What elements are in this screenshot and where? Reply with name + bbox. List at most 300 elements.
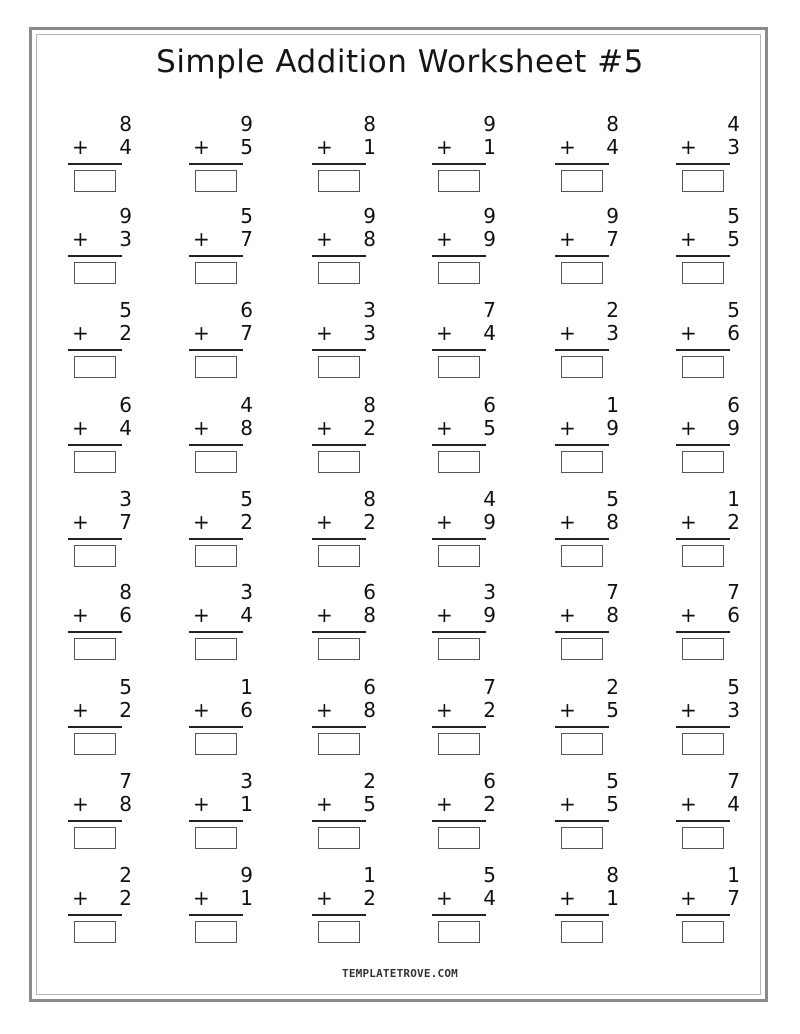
answer-box[interactable] [74, 170, 116, 192]
answer-box[interactable] [438, 638, 480, 660]
addend-bottom: 2 [727, 510, 740, 534]
addend-top: 5 [727, 675, 740, 699]
sum-line [432, 914, 486, 916]
answer-box[interactable] [438, 921, 480, 943]
addend-bottom: 3 [727, 135, 740, 159]
addition-problem [316, 394, 388, 474]
sum-line [555, 820, 609, 822]
addition-problem [680, 488, 752, 568]
addend-top: 2 [363, 769, 376, 793]
plus-sign: + [559, 416, 576, 440]
sum-line [432, 349, 486, 351]
addend-top: 2 [119, 863, 132, 887]
addend-top: 1 [727, 863, 740, 887]
addition-problem [680, 581, 752, 661]
sum-line [555, 349, 609, 351]
plus-sign: + [680, 416, 697, 440]
plus-sign: + [436, 792, 453, 816]
plus-sign: + [72, 227, 89, 251]
addend-bottom: 1 [606, 886, 619, 910]
addend-bottom: 2 [240, 510, 253, 534]
addend-top: 7 [119, 769, 132, 793]
plus-sign: + [193, 510, 210, 534]
answer-box[interactable] [438, 262, 480, 284]
addition-problem [680, 676, 752, 756]
answer-box[interactable] [438, 451, 480, 473]
addend-bottom: 3 [727, 698, 740, 722]
sum-line [555, 631, 609, 633]
addition-problem [316, 770, 388, 850]
addend-bottom: 1 [240, 886, 253, 910]
addend-top: 8 [363, 112, 376, 136]
answer-box[interactable] [74, 638, 116, 660]
addend-bottom: 6 [727, 603, 740, 627]
addend-bottom: 7 [606, 227, 619, 251]
plus-sign: + [72, 321, 89, 345]
addend-top: 9 [119, 204, 132, 228]
addend-top: 5 [606, 769, 619, 793]
addend-bottom: 2 [363, 416, 376, 440]
addition-problem [193, 676, 265, 756]
addend-top: 7 [483, 298, 496, 322]
answer-box[interactable] [74, 356, 116, 378]
plus-sign: + [72, 603, 89, 627]
addition-problem [436, 488, 508, 568]
addend-bottom: 1 [240, 792, 253, 816]
answer-box[interactable] [682, 262, 724, 284]
addition-problem [436, 113, 508, 193]
addend-bottom: 4 [727, 792, 740, 816]
addend-top: 6 [363, 675, 376, 699]
addend-top: 5 [727, 204, 740, 228]
addend-top: 6 [363, 580, 376, 604]
addend-bottom: 8 [240, 416, 253, 440]
answer-box[interactable] [438, 827, 480, 849]
plus-sign: + [680, 510, 697, 534]
addend-top: 3 [240, 580, 253, 604]
addend-bottom: 8 [363, 603, 376, 627]
sum-line [189, 538, 243, 540]
addend-bottom: 9 [483, 227, 496, 251]
sum-line [189, 444, 243, 446]
addend-top: 9 [240, 112, 253, 136]
sum-line [68, 914, 122, 916]
sum-line [432, 255, 486, 257]
addition-problem [72, 581, 144, 661]
addend-bottom: 4 [240, 603, 253, 627]
sum-line [312, 255, 366, 257]
addition-problem [559, 205, 631, 285]
plus-sign: + [316, 792, 333, 816]
answer-box[interactable] [438, 733, 480, 755]
answer-box[interactable] [561, 356, 603, 378]
answer-box[interactable] [318, 827, 360, 849]
plus-sign: + [559, 227, 576, 251]
plus-sign: + [316, 416, 333, 440]
answer-box[interactable] [682, 356, 724, 378]
sum-line [189, 820, 243, 822]
sum-line [68, 349, 122, 351]
answer-box[interactable] [318, 921, 360, 943]
addend-bottom: 2 [119, 321, 132, 345]
sum-line [555, 538, 609, 540]
plus-sign: + [680, 886, 697, 910]
answer-box[interactable] [318, 545, 360, 567]
addend-top: 9 [240, 863, 253, 887]
plus-sign: + [436, 135, 453, 159]
sum-line [432, 444, 486, 446]
addition-problem [193, 864, 265, 944]
addend-bottom: 4 [483, 886, 496, 910]
addition-problem [436, 299, 508, 379]
sum-line [68, 444, 122, 446]
addend-top: 9 [363, 204, 376, 228]
addend-top: 6 [483, 769, 496, 793]
sum-line [432, 726, 486, 728]
addition-problem [680, 113, 752, 193]
addend-top: 6 [483, 393, 496, 417]
addition-problem [680, 770, 752, 850]
sum-line [68, 726, 122, 728]
addend-bottom: 6 [727, 321, 740, 345]
answer-box[interactable] [561, 827, 603, 849]
addend-bottom: 2 [483, 698, 496, 722]
addition-problem [436, 676, 508, 756]
addend-top: 4 [727, 112, 740, 136]
footer-brand: TEMPLATETROVE.COM [342, 967, 458, 980]
addition-problem [680, 205, 752, 285]
plus-sign: + [559, 321, 576, 345]
addend-top: 6 [240, 298, 253, 322]
plus-sign: + [316, 510, 333, 534]
answer-box[interactable] [74, 921, 116, 943]
addend-bottom: 4 [119, 135, 132, 159]
answer-box[interactable] [682, 827, 724, 849]
addend-bottom: 2 [363, 886, 376, 910]
addend-bottom: 9 [483, 510, 496, 534]
addend-bottom: 5 [606, 698, 619, 722]
sum-line [432, 538, 486, 540]
addition-problem [680, 394, 752, 474]
plus-sign: + [193, 416, 210, 440]
plus-sign: + [559, 510, 576, 534]
sum-line [68, 820, 122, 822]
addend-top: 1 [240, 675, 253, 699]
addend-top: 7 [727, 769, 740, 793]
addition-problem [316, 864, 388, 944]
plus-sign: + [680, 698, 697, 722]
addend-top: 5 [240, 487, 253, 511]
addition-problem [193, 581, 265, 661]
addend-bottom: 7 [119, 510, 132, 534]
answer-box[interactable] [561, 638, 603, 660]
answer-box[interactable] [195, 921, 237, 943]
plus-sign: + [72, 510, 89, 534]
addend-top: 1 [727, 487, 740, 511]
addition-problem [72, 299, 144, 379]
answer-box[interactable] [318, 356, 360, 378]
plus-sign: + [436, 886, 453, 910]
addend-top: 5 [119, 298, 132, 322]
addend-bottom: 7 [727, 886, 740, 910]
plus-sign: + [193, 698, 210, 722]
answer-box[interactable] [438, 356, 480, 378]
addend-top: 3 [119, 487, 132, 511]
plus-sign: + [193, 135, 210, 159]
sum-line [189, 631, 243, 633]
addition-problem [72, 864, 144, 944]
answer-box[interactable] [195, 451, 237, 473]
answer-box[interactable] [682, 545, 724, 567]
plus-sign: + [316, 135, 333, 159]
addend-bottom: 5 [606, 792, 619, 816]
sum-line [555, 255, 609, 257]
addend-top: 9 [483, 204, 496, 228]
answer-box[interactable] [682, 451, 724, 473]
sum-line [676, 255, 730, 257]
addition-problem [680, 299, 752, 379]
answer-box[interactable] [318, 170, 360, 192]
addend-bottom: 6 [240, 698, 253, 722]
addition-problem [680, 864, 752, 944]
addend-top: 7 [483, 675, 496, 699]
answer-box[interactable] [561, 451, 603, 473]
plus-sign: + [316, 603, 333, 627]
plus-sign: + [559, 698, 576, 722]
plus-sign: + [680, 792, 697, 816]
answer-box[interactable] [682, 733, 724, 755]
plus-sign: + [193, 227, 210, 251]
addition-problem [436, 770, 508, 850]
sum-line [312, 538, 366, 540]
plus-sign: + [680, 603, 697, 627]
addend-bottom: 4 [483, 321, 496, 345]
addition-problem [559, 581, 631, 661]
addition-problem [559, 770, 631, 850]
addition-problem [72, 770, 144, 850]
addition-problem [72, 488, 144, 568]
addition-problem [316, 581, 388, 661]
sum-line [555, 726, 609, 728]
plus-sign: + [72, 698, 89, 722]
addition-problem [316, 113, 388, 193]
plus-sign: + [436, 603, 453, 627]
worksheet-title: Simple Addition Worksheet #5 [156, 44, 644, 80]
plus-sign: + [72, 135, 89, 159]
addition-problem [316, 205, 388, 285]
answer-box[interactable] [74, 545, 116, 567]
addend-bottom: 8 [363, 698, 376, 722]
sum-line [676, 538, 730, 540]
plus-sign: + [680, 227, 697, 251]
answer-box[interactable] [438, 545, 480, 567]
addition-problem [559, 488, 631, 568]
answer-box[interactable] [318, 262, 360, 284]
addition-problem [559, 299, 631, 379]
answer-box[interactable] [195, 545, 237, 567]
addend-top: 5 [727, 298, 740, 322]
sum-line [189, 914, 243, 916]
sum-line [676, 820, 730, 822]
addend-bottom: 5 [727, 227, 740, 251]
sum-line [189, 255, 243, 257]
answer-box[interactable] [682, 921, 724, 943]
answer-box[interactable] [561, 921, 603, 943]
addition-problem [316, 299, 388, 379]
plus-sign: + [436, 227, 453, 251]
addend-bottom: 9 [483, 603, 496, 627]
plus-sign: + [559, 886, 576, 910]
addition-problem [193, 299, 265, 379]
addend-top: 4 [240, 393, 253, 417]
addend-top: 2 [606, 675, 619, 699]
sum-line [189, 726, 243, 728]
plus-sign: + [193, 792, 210, 816]
sum-line [312, 444, 366, 446]
addend-bottom: 5 [483, 416, 496, 440]
addition-problem [316, 676, 388, 756]
sum-line [432, 631, 486, 633]
plus-sign: + [316, 886, 333, 910]
sum-line [676, 349, 730, 351]
sum-line [312, 631, 366, 633]
answer-box[interactable] [318, 451, 360, 473]
addend-top: 5 [483, 863, 496, 887]
plus-sign: + [559, 135, 576, 159]
answer-box[interactable] [561, 262, 603, 284]
answer-box[interactable] [318, 638, 360, 660]
addend-bottom: 5 [240, 135, 253, 159]
addend-bottom: 8 [363, 227, 376, 251]
addition-problem [193, 770, 265, 850]
plus-sign: + [316, 227, 333, 251]
addend-top: 3 [240, 769, 253, 793]
answer-box[interactable] [318, 733, 360, 755]
addend-bottom: 2 [119, 886, 132, 910]
addend-top: 1 [363, 863, 376, 887]
plus-sign: + [193, 886, 210, 910]
answer-box[interactable] [561, 733, 603, 755]
sum-line [68, 631, 122, 633]
sum-line [312, 349, 366, 351]
addend-bottom: 8 [606, 603, 619, 627]
addend-bottom: 4 [119, 416, 132, 440]
answer-box[interactable] [561, 545, 603, 567]
plus-sign: + [680, 321, 697, 345]
sum-line [432, 163, 486, 165]
addend-top: 8 [363, 393, 376, 417]
answer-box[interactable] [74, 451, 116, 473]
sum-line [189, 349, 243, 351]
addend-top: 8 [606, 863, 619, 887]
addend-top: 9 [483, 112, 496, 136]
answer-box[interactable] [682, 170, 724, 192]
addition-problem [72, 676, 144, 756]
addition-problem [193, 113, 265, 193]
addend-top: 2 [606, 298, 619, 322]
plus-sign: + [72, 416, 89, 440]
addend-top: 3 [483, 580, 496, 604]
sum-line [676, 914, 730, 916]
addend-bottom: 3 [363, 321, 376, 345]
sum-line [432, 820, 486, 822]
sum-line [555, 444, 609, 446]
addend-top: 5 [606, 487, 619, 511]
answer-box[interactable] [195, 733, 237, 755]
plus-sign: + [193, 603, 210, 627]
answer-box[interactable] [682, 638, 724, 660]
sum-line [312, 726, 366, 728]
addend-top: 5 [240, 204, 253, 228]
sum-line [68, 538, 122, 540]
plus-sign: + [436, 416, 453, 440]
sum-line [676, 163, 730, 165]
sum-line [555, 914, 609, 916]
addend-top: 4 [483, 487, 496, 511]
sum-line [676, 444, 730, 446]
addend-bottom: 7 [240, 227, 253, 251]
addend-bottom: 1 [483, 135, 496, 159]
addition-problem [559, 864, 631, 944]
answer-box[interactable] [74, 262, 116, 284]
addend-bottom: 5 [363, 792, 376, 816]
addend-bottom: 2 [483, 792, 496, 816]
plus-sign: + [436, 698, 453, 722]
answer-box[interactable] [438, 170, 480, 192]
answer-box[interactable] [561, 170, 603, 192]
sum-line [68, 255, 122, 257]
addition-problem [193, 488, 265, 568]
sum-line [68, 163, 122, 165]
sum-line [312, 163, 366, 165]
addend-top: 6 [727, 393, 740, 417]
plus-sign: + [559, 792, 576, 816]
plus-sign: + [436, 510, 453, 534]
addend-bottom: 7 [240, 321, 253, 345]
addition-problem [193, 205, 265, 285]
plus-sign: + [316, 698, 333, 722]
answer-box[interactable] [195, 170, 237, 192]
sum-line [312, 820, 366, 822]
addend-top: 8 [119, 580, 132, 604]
answer-box[interactable] [195, 638, 237, 660]
answer-box[interactable] [195, 827, 237, 849]
addition-problem [436, 581, 508, 661]
addend-top: 8 [119, 112, 132, 136]
sum-line [312, 914, 366, 916]
answer-box[interactable] [195, 356, 237, 378]
addend-bottom: 1 [363, 135, 376, 159]
addition-problem [72, 113, 144, 193]
answer-box[interactable] [74, 827, 116, 849]
addition-problem [316, 488, 388, 568]
plus-sign: + [72, 886, 89, 910]
addend-bottom: 8 [119, 792, 132, 816]
addend-top: 8 [363, 487, 376, 511]
sum-line [676, 726, 730, 728]
addition-problem [559, 394, 631, 474]
answer-box[interactable] [195, 262, 237, 284]
addend-top: 9 [606, 204, 619, 228]
addend-top: 7 [727, 580, 740, 604]
plus-sign: + [559, 603, 576, 627]
addition-problem [193, 394, 265, 474]
answer-box[interactable] [74, 733, 116, 755]
addend-top: 5 [119, 675, 132, 699]
addend-bottom: 4 [606, 135, 619, 159]
sum-line [676, 631, 730, 633]
addend-bottom: 2 [119, 698, 132, 722]
